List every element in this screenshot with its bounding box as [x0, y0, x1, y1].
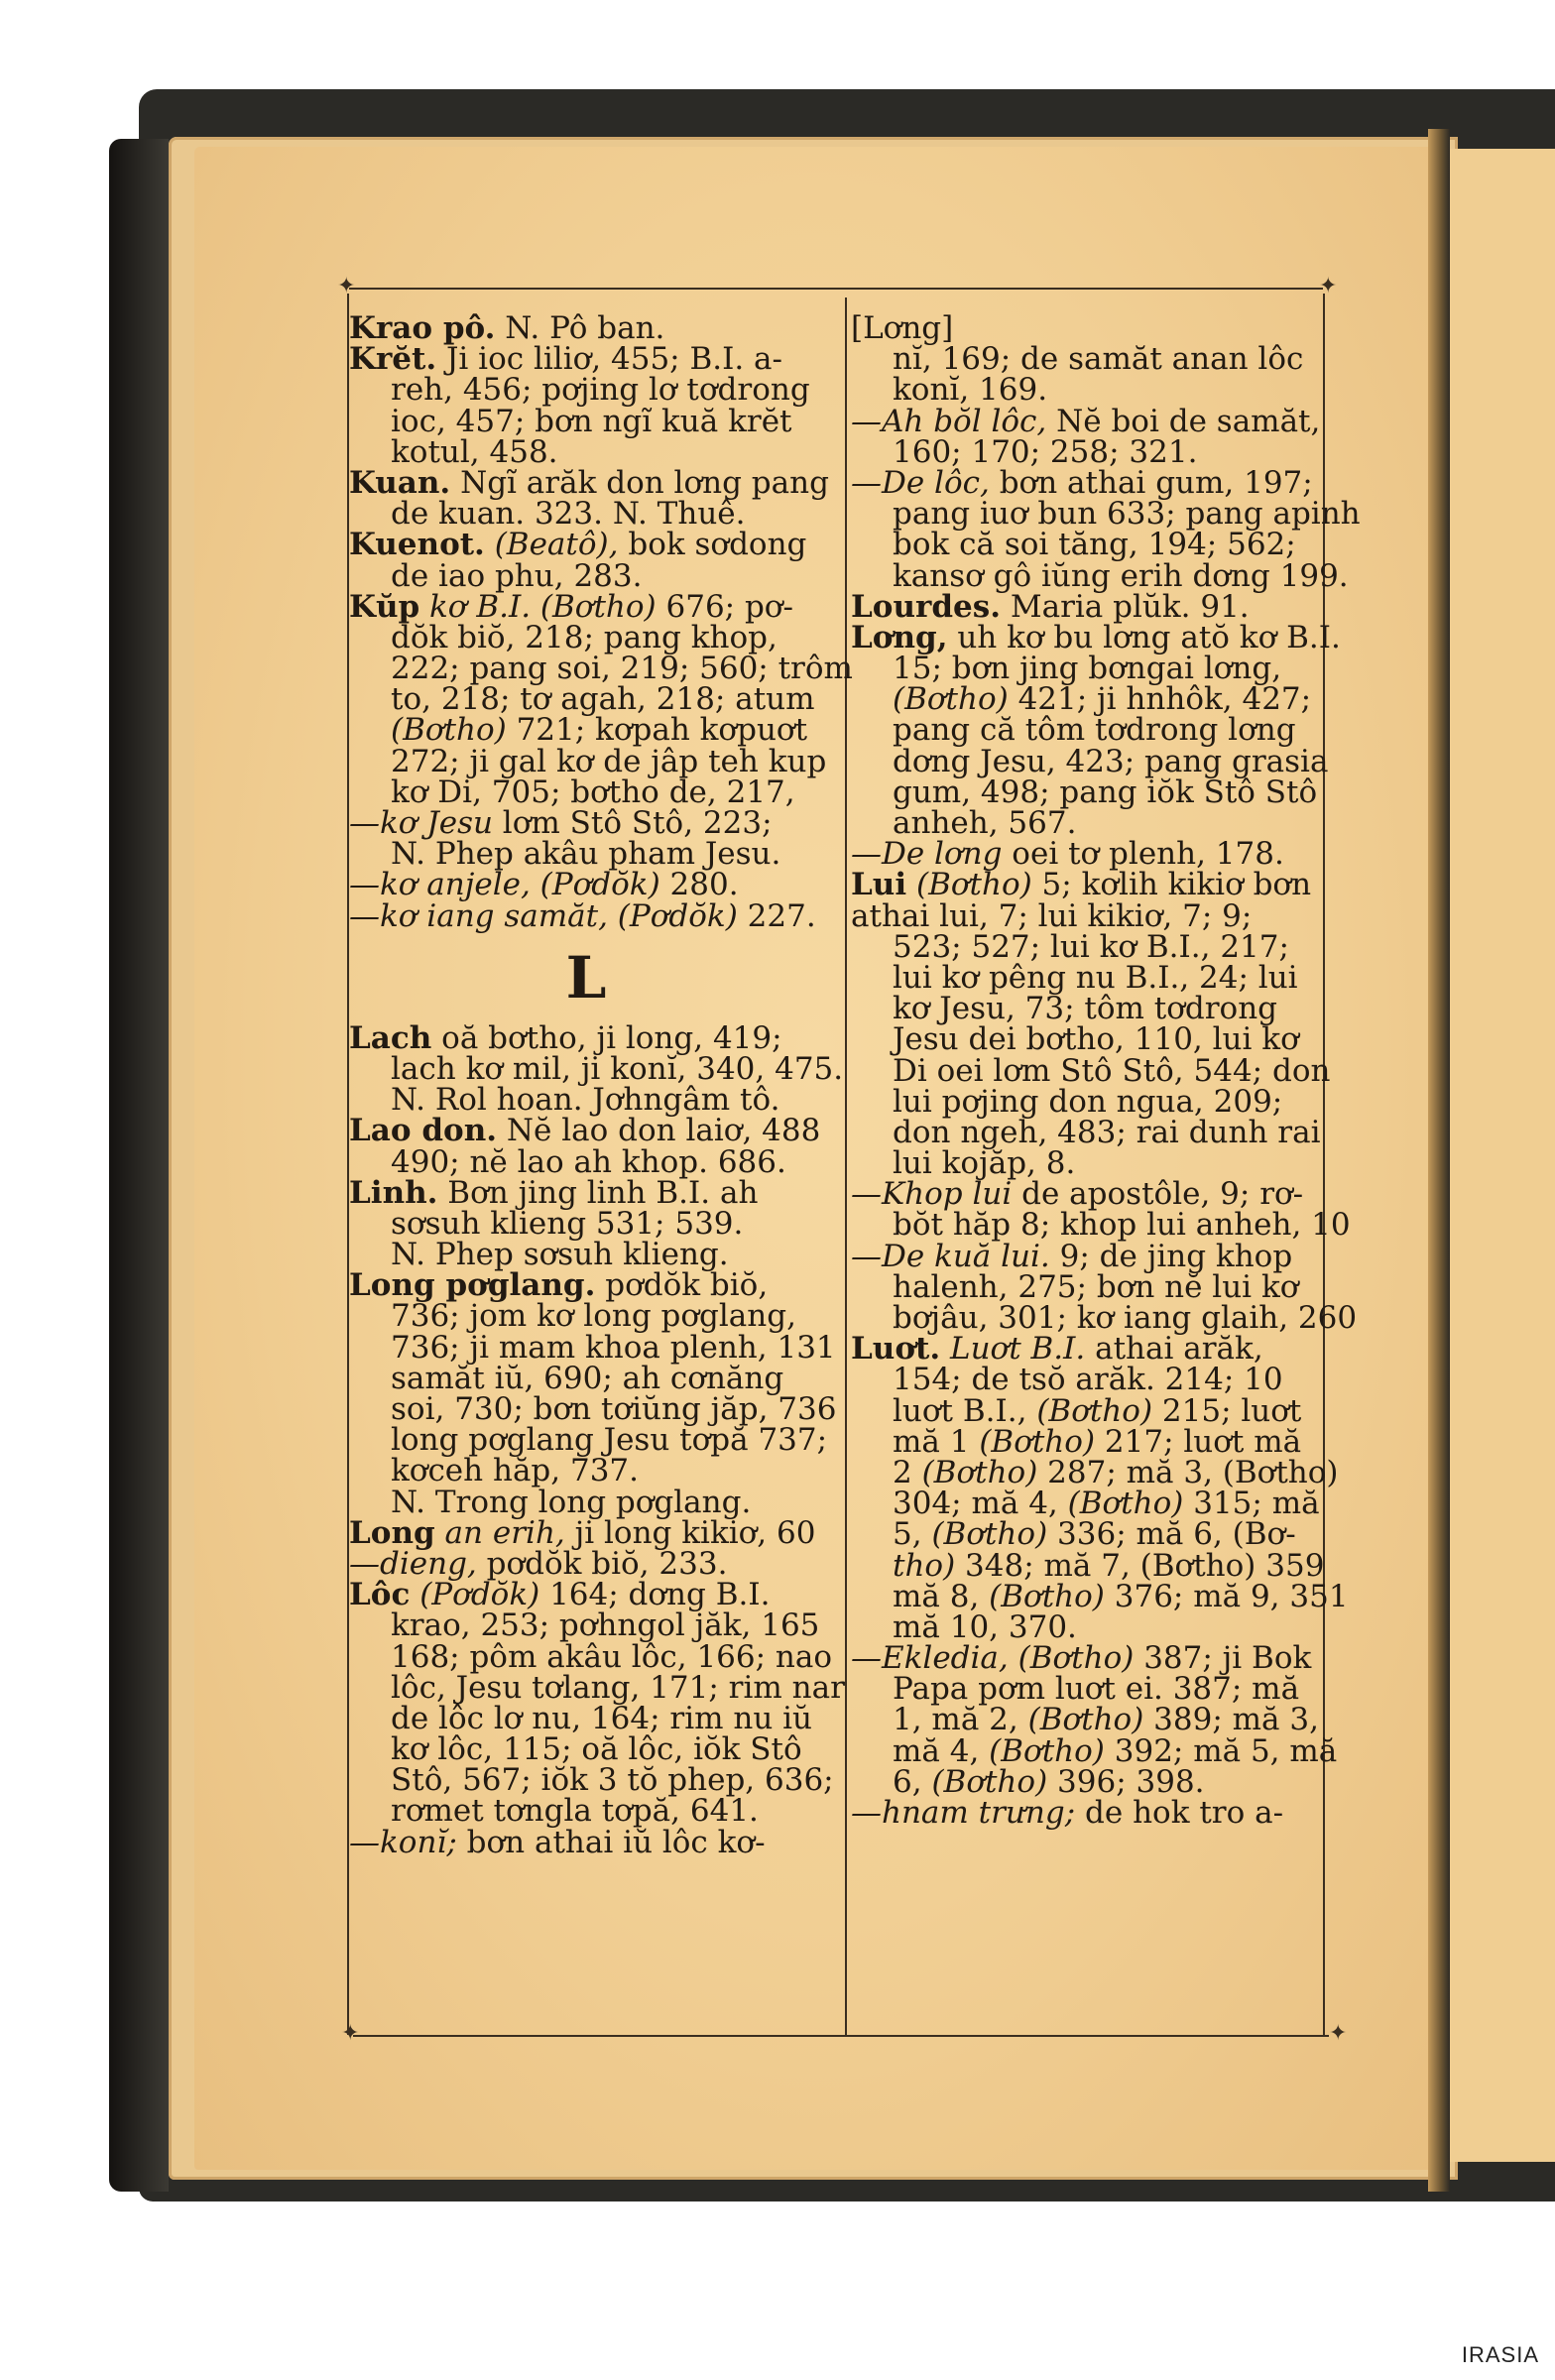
- index-entry-line: [851, 1454, 1345, 1490]
- index-entry-line: [851, 1423, 1345, 1460]
- index-entry-headword-line: [349, 1514, 843, 1551]
- entry-text: 676; pơ-: [656, 588, 793, 625]
- entry-text: 1, mă 2,: [893, 1702, 1028, 1738]
- entry-text: lui pơjing don ngua, 209;: [893, 1083, 1283, 1120]
- corner-ornament: ✦: [1319, 274, 1338, 298]
- headword: Lui: [851, 867, 907, 903]
- facing-page-edge: [1450, 149, 1555, 2162]
- headword: Linh.: [349, 1174, 438, 1211]
- corner-ornament: ✦: [1329, 2021, 1348, 2046]
- entry-text: N. Phep akâu pham Jesu.: [391, 836, 781, 873]
- index-entry-headword-line: [349, 341, 843, 378]
- entry-text: N. Pô ban.: [495, 310, 665, 346]
- index-entry-line: [349, 897, 843, 934]
- index-entry-line: [851, 1578, 1349, 1614]
- index-entry-line: [851, 681, 1345, 718]
- entry-text: 227.: [737, 897, 816, 934]
- entry-text: bok sơdong: [618, 527, 807, 563]
- index-entry-headword-line: [851, 867, 1345, 903]
- entry-text: 315; mă: [1183, 1486, 1320, 1522]
- entry-text: 490; nĕ lao ah khop. 686.: [391, 1143, 786, 1180]
- italic-subentry: —De lơng: [851, 836, 1003, 873]
- entry-text: 2: [893, 1454, 922, 1490]
- book-gutter: [1428, 129, 1450, 2192]
- index-entry-line: [851, 1547, 1345, 1584]
- headword: Lơng,: [851, 619, 948, 655]
- entry-text: 721; kơpah kơpuơt: [506, 712, 808, 749]
- index-entry-line: [349, 496, 843, 533]
- index-entry-line: [851, 712, 1345, 749]
- italic-term: (Bơtho): [989, 1732, 1105, 1769]
- italic-term: (Bơtho): [989, 1578, 1105, 1614]
- index-entry-line: [851, 1114, 1345, 1150]
- index-entry-line: [851, 1021, 1345, 1058]
- entry-text: ji long kikiơ, 60: [564, 1514, 816, 1551]
- entry-text: pơdŏk biŏ, 233.: [476, 1545, 728, 1582]
- entry-text: kansơ gô iŭng erih dơng 199.: [893, 557, 1349, 594]
- entry-text: 304; mă 4,: [893, 1486, 1068, 1522]
- entry-text: pơdŏk biŏ,: [595, 1267, 769, 1304]
- index-entry-line: [851, 310, 1345, 346]
- entry-text: 5; kơlih kikiơ bơn: [1031, 867, 1312, 903]
- entry-text: 6,: [893, 1763, 932, 1800]
- entry-text: Maria plŭk. 91.: [1001, 588, 1250, 625]
- corner-ornament: ✦: [337, 274, 356, 298]
- entry-text: to, 218; tơ agah, 218; atum: [391, 681, 815, 718]
- index-entry-line: [851, 1052, 1345, 1089]
- index-entry-line: [851, 1176, 1345, 1213]
- entry-text: kơ Di, 705; bơtho de, 217,: [391, 774, 795, 810]
- entry-text: 392; mă 5, mă: [1104, 1732, 1338, 1769]
- entry-text: luơt B.I.,: [893, 1392, 1037, 1429]
- index-entry-line: [349, 1329, 843, 1366]
- entry-text: de iao phu, 283.: [391, 557, 643, 594]
- index-column-left: [349, 310, 853, 1860]
- index-entry-line: [349, 1545, 843, 1582]
- italic-term: (Bơtho): [931, 1516, 1048, 1553]
- entry-text: athai lui, 7; lui kikiơ, 7; 9;: [851, 897, 1253, 934]
- index-entry-line: [851, 1608, 1345, 1645]
- entry-text: gum, 498; pang iŏk Stô Stô: [893, 774, 1318, 810]
- entry-text: 421; ji hnhôk, 427;: [1008, 681, 1312, 718]
- index-entry-line: [349, 867, 843, 903]
- entry-text: bơn athai gum, 197;: [989, 464, 1313, 501]
- entry-text: dơng Jesu, 423; pang grasia: [893, 743, 1329, 779]
- italic-subentry: —konĭ;: [349, 1824, 457, 1860]
- entry-text: kơceh hăp, 737.: [391, 1453, 639, 1489]
- italic-subentry: —Ekledia, (Bơtho): [851, 1640, 1135, 1677]
- index-entry-line: [851, 1207, 1351, 1244]
- entry-text: mă 1: [893, 1423, 980, 1460]
- italic-term: (Beatô),: [484, 527, 619, 563]
- index-entry-line: [349, 1422, 843, 1459]
- entry-text: lach kơ mil, ji konĭ, 340, 475.: [391, 1050, 844, 1087]
- entry-text: 160; 170; 258; 321.: [893, 433, 1198, 470]
- index-entry-line: [851, 1702, 1345, 1738]
- entry-text: lôc, Jesu tơlang, 171; rim nar: [391, 1669, 845, 1706]
- index-entry-line: [851, 403, 1345, 439]
- headword: Krĕt.: [349, 341, 437, 378]
- entry-text: mă 4,: [893, 1732, 990, 1769]
- entry-text: uh kơ bu lơng atŏ kơ B.I.: [947, 619, 1341, 655]
- entry-text: 736; jom kơ long pơglang,: [391, 1298, 796, 1335]
- index-entry-line: [349, 619, 843, 655]
- italic-term: (Bơtho): [1036, 1392, 1153, 1429]
- index-entry-line: [349, 433, 843, 470]
- entry-text: de hok tro a-: [1075, 1795, 1284, 1831]
- entry-text: [Lơng]: [851, 310, 954, 346]
- entry-text: de apostôle, 9; rơ-: [1012, 1176, 1304, 1213]
- index-entry-line: [349, 1453, 843, 1489]
- entry-text: de kuan. 323. N. Thuê.: [391, 496, 746, 533]
- italic-term: (Bơtho): [906, 867, 1032, 903]
- entry-text: rơmet tơngla tơpă, 641.: [391, 1793, 759, 1830]
- entry-text: don ngeh, 483; rai dunh rai: [893, 1114, 1321, 1150]
- entry-text: Nĕ boi de samăt,: [1046, 403, 1321, 439]
- italic-term: (Bơtho): [979, 1423, 1096, 1460]
- entry-text: bŏt hăp 8; khop lui anheh, 10: [893, 1207, 1351, 1244]
- entry-text: Nĕ lao don laiơ, 488: [497, 1113, 821, 1149]
- index-entry-line: [851, 1238, 1345, 1274]
- book-spine: [109, 139, 169, 2192]
- corner-ornament: ✦: [341, 2021, 360, 2046]
- entry-text: anheh, 567.: [893, 805, 1077, 841]
- italic-term: (Pơdŏk): [410, 1577, 540, 1613]
- entry-text: Ji ioc liliơ, 455; B.I. a-: [436, 341, 783, 378]
- index-entry-line: [349, 743, 843, 779]
- index-entry-line: [349, 1700, 843, 1736]
- index-entry-line: [851, 341, 1345, 378]
- index-entry-line: [349, 403, 843, 439]
- index-entry-line: [349, 1669, 845, 1706]
- index-entry-headword-line: [349, 1267, 843, 1304]
- letter-section-heading: L: [565, 943, 607, 1012]
- entry-text: 217; luơt mă: [1095, 1423, 1302, 1460]
- entry-text: Jesu dei bơtho, 110, lui kơ: [893, 1021, 1299, 1058]
- index-entry-line: [851, 928, 1345, 965]
- entry-text: 272; ji gal kơ de jâp teh kup: [391, 743, 827, 779]
- index-entry-line: [349, 1082, 843, 1119]
- italic-subentry: tho): [893, 1547, 956, 1584]
- index-entry-headword-line: [349, 464, 843, 501]
- index-entry-headword-line: [349, 1174, 843, 1211]
- index-entry-headword-line: [851, 1331, 1345, 1368]
- index-entry-line: [851, 774, 1345, 810]
- entry-text: 15; bơn jing bơngai lơng,: [893, 651, 1282, 687]
- entry-text: krao, 253; pơhngol jăk, 165: [391, 1607, 820, 1644]
- watermark: IRASIA: [1461, 2342, 1539, 2367]
- entry-text: athai arăk,: [1085, 1331, 1263, 1368]
- headword: Long: [349, 1514, 435, 1551]
- index-entry-line: [349, 1484, 843, 1520]
- index-entry-line: [349, 836, 843, 873]
- index-entry-line: [349, 1824, 843, 1860]
- italic-subentry: —kơ iang samăt, (Pơdŏk): [349, 897, 738, 934]
- index-entry-line: [851, 557, 1349, 594]
- italic-term: (Bơtho): [931, 1763, 1048, 1800]
- entry-text: samăt iŭ, 690; ah cơnăng: [391, 1360, 784, 1396]
- entry-text: bơjâu, 301; kơ iang glaih, 260: [893, 1300, 1358, 1336]
- entry-text: Stô, 567; iŏk 3 tŏ phep, 636;: [391, 1762, 834, 1799]
- entry-text: bơn athai iŭ lôc kơ-: [456, 1824, 766, 1860]
- entry-text: lơm Stô Stô, 223;: [492, 805, 773, 841]
- entry-text: 215; luơt: [1152, 1392, 1302, 1429]
- index-entry-line: [851, 743, 1345, 779]
- italic-subentry: —De lôc,: [851, 464, 990, 501]
- column-divider: [845, 298, 847, 2035]
- index-entry-line: [851, 433, 1345, 470]
- index-entry-line: [349, 1205, 843, 1242]
- italic-term: (Bơtho): [1067, 1486, 1184, 1522]
- index-entry-line: [851, 372, 1345, 409]
- entry-text: 168; pôm akâu lôc, 166; nao: [391, 1638, 833, 1675]
- headword: Lourdes.: [851, 588, 1001, 625]
- entry-text: reh, 456; pơjing lơ tơdrong: [391, 372, 810, 409]
- index-entry-line: [349, 1607, 843, 1644]
- entry-text: N. Rol hoan. Jơhngâm tô.: [391, 1082, 780, 1119]
- frame-bottom-rule: [353, 2035, 1329, 2037]
- entry-text: 164; dơng B.I.: [539, 1577, 771, 1613]
- entry-text: 222; pang soi, 219; 560; trôm: [391, 651, 853, 687]
- italic-subentry: —De kuă lui.: [851, 1238, 1050, 1274]
- entry-text: N. Phep sơsuh klieng.: [391, 1237, 729, 1273]
- entry-text: pang că tôm tơdrong lơng: [893, 712, 1296, 749]
- index-entry-line: [349, 1360, 843, 1396]
- index-entry-line: [851, 1795, 1345, 1831]
- headword: Lôc: [349, 1577, 411, 1613]
- index-column-right: [851, 310, 1361, 1831]
- entry-text: 9; de jing khop: [1049, 1238, 1293, 1274]
- index-entry-line: [851, 1516, 1345, 1553]
- index-entry-line: [851, 1640, 1345, 1677]
- entry-text: 523; 527; lui kơ B.I., 217;: [893, 928, 1289, 965]
- entry-text: mă 8,: [893, 1578, 990, 1614]
- index-entry-line: [349, 372, 843, 409]
- entry-text: ioc, 457; bơn ngĩ kuă krĕt: [391, 403, 792, 439]
- entry-text: dŏk biŏ, 218; pang khop,: [391, 619, 778, 655]
- index-entry-line: [851, 1268, 1345, 1305]
- headword: Lao don.: [349, 1113, 498, 1149]
- entry-text: 389; mă 3,: [1143, 1702, 1319, 1738]
- index-entries: [851, 310, 1361, 1831]
- index-entry-line: [349, 1298, 843, 1335]
- entry-text: Papa pơm luơt ei. 387; mă: [893, 1671, 1300, 1708]
- index-entry-headword-line: [349, 1577, 843, 1613]
- entry-text: 387; ji Bok: [1134, 1640, 1312, 1677]
- italic-subentry: (Bơtho): [391, 712, 507, 749]
- entry-text: long pơglang Jesu tơpă 737;: [391, 1422, 828, 1459]
- entry-text: 154; de tsŏ arăk. 214; 10: [893, 1362, 1283, 1398]
- index-entry-line: [349, 1391, 843, 1427]
- index-entry-line: [851, 1362, 1345, 1398]
- italic-term: (Bơtho): [921, 1454, 1038, 1490]
- index-entry-headword-line: [349, 1019, 843, 1056]
- italic-subentry: (Bơtho): [893, 681, 1009, 718]
- frame-top-rule: [349, 288, 1323, 290]
- entry-text: 5,: [893, 1516, 932, 1553]
- italic-subentry: —Khop lui: [851, 1176, 1013, 1213]
- index-entry-line: [851, 836, 1345, 873]
- italic-term: kơ B.I. (Bơtho): [419, 588, 657, 625]
- index-entry-line: [851, 1392, 1345, 1429]
- entry-text: konĭ, 169.: [893, 372, 1048, 409]
- entries-after-heading: [349, 1019, 845, 1860]
- entry-text: 348; mă 7, (Bơtho) 359: [955, 1547, 1325, 1584]
- index-entry-line: [851, 1300, 1358, 1336]
- headword: Krao pô.: [349, 310, 496, 346]
- entry-text: sơsuh klieng 531; 539.: [391, 1205, 744, 1242]
- italic-term: an erih,: [434, 1514, 565, 1551]
- index-entry-line: [851, 527, 1345, 563]
- index-entry-line: [349, 1793, 843, 1830]
- index-entry-headword-line: [851, 619, 1345, 655]
- index-entry-line: [349, 1237, 843, 1273]
- index-entry-line: [349, 712, 843, 749]
- entry-text: oă bơtho, ji long, 419;: [431, 1019, 782, 1056]
- italic-subentry: —hnam trưng;: [851, 1795, 1076, 1831]
- entry-text: nĭ, 169; de samăt anan lôc: [893, 341, 1304, 378]
- entry-text: N. Trong long pơglang.: [391, 1484, 752, 1520]
- index-entry-headword-line: [349, 527, 843, 563]
- headword: Luơt.: [851, 1331, 941, 1368]
- index-entry-line: [851, 1671, 1345, 1708]
- entry-text: de lôc lơ nu, 164; rim nu iŭ: [391, 1700, 813, 1736]
- headword: Kuan.: [349, 464, 451, 501]
- entry-text: 376; mă 9, 351: [1104, 1578, 1349, 1614]
- entries-before-heading: [349, 310, 853, 934]
- entry-text: 736; ji mam khoa plenh, 131: [391, 1329, 836, 1366]
- index-entry-line: [349, 681, 843, 718]
- entry-text: Ngĩ arăk don lơng pang: [450, 464, 829, 501]
- entry-text: 287; mă 3, (Bơtho): [1037, 1454, 1339, 1490]
- entry-text: pang iuơ bun 633; pang apinh: [893, 496, 1361, 533]
- headword: Long pơglang.: [349, 1267, 596, 1304]
- index-entry-line: [349, 1143, 843, 1180]
- entry-text: 336; mă 6, (Bơ-: [1047, 1516, 1296, 1553]
- entry-text: oei tơ plenh, 178.: [1002, 836, 1284, 873]
- index-entry-line: [851, 1145, 1345, 1182]
- index-entry-line: [851, 496, 1361, 533]
- index-entry-line: [349, 1050, 844, 1087]
- headword: Kŭp: [349, 588, 420, 625]
- index-entry-line: [349, 557, 843, 594]
- index-entry-line: [851, 897, 1345, 934]
- headword: Lach: [349, 1019, 432, 1056]
- entry-text: 396; 398.: [1047, 1763, 1205, 1800]
- entry-text: lui kơ pêng nu B.I., 24; lui: [893, 959, 1298, 996]
- index-entry-line: [851, 1486, 1345, 1522]
- italic-subentry: —kơ Jesu: [349, 805, 493, 841]
- italic-term: (Bơtho): [1027, 1702, 1144, 1738]
- entry-text: Di oei lơm Stô Stô, 544; don: [893, 1052, 1331, 1089]
- italic-subentry: —kơ anjele, (Pơdŏk): [349, 867, 660, 903]
- entry-text: kơ lôc, 115; oă lôc, iŏk Stô: [391, 1731, 802, 1768]
- index-entry-line: [851, 1763, 1345, 1800]
- headword: Kuenot.: [349, 527, 485, 563]
- index-entry-line: [851, 959, 1345, 996]
- entry-text: kotul, 458.: [391, 433, 558, 470]
- index-entry-line: [851, 651, 1345, 687]
- entry-text: mă 10, 370.: [893, 1608, 1077, 1645]
- index-entry-line: [349, 805, 843, 841]
- entry-text: kơ Jesu, 73; tôm tơdrong: [893, 991, 1278, 1027]
- index-entry-line: [349, 651, 853, 687]
- italic-subentry: —dieng,: [349, 1545, 477, 1582]
- index-entry-line: [851, 1732, 1345, 1769]
- entry-text: bok că soi tăng, 194; 562;: [893, 527, 1296, 563]
- index-entry-line: [349, 1762, 843, 1799]
- index-entry-line: [349, 1731, 843, 1768]
- index-entry-headword-line: [349, 588, 843, 625]
- index-entry-line: [851, 805, 1345, 841]
- index-entry-line: [349, 1638, 843, 1675]
- index-entry-line: [349, 774, 843, 810]
- entry-text: halenh, 275; bơn nĕ lui kơ: [893, 1268, 1299, 1305]
- index-entry-headword-line: [349, 310, 843, 346]
- entry-text: soi, 730; bơn tơiŭng jăp, 736: [391, 1391, 837, 1427]
- index-entry-headword-line: [851, 588, 1345, 625]
- index-entry-line: [851, 991, 1345, 1027]
- index-entry-line: [851, 1083, 1345, 1120]
- index-entry-headword-line: [349, 1113, 843, 1149]
- entry-text: 280.: [659, 867, 739, 903]
- italic-subentry: —Ah bŏl lôc,: [851, 403, 1047, 439]
- italic-term: Luơt B.I.: [940, 1331, 1086, 1368]
- index-entry-line: [851, 464, 1345, 501]
- entry-text: lui kojăp, 8.: [893, 1145, 1076, 1182]
- entry-text: Bơn jing linh B.I. ah: [437, 1174, 759, 1211]
